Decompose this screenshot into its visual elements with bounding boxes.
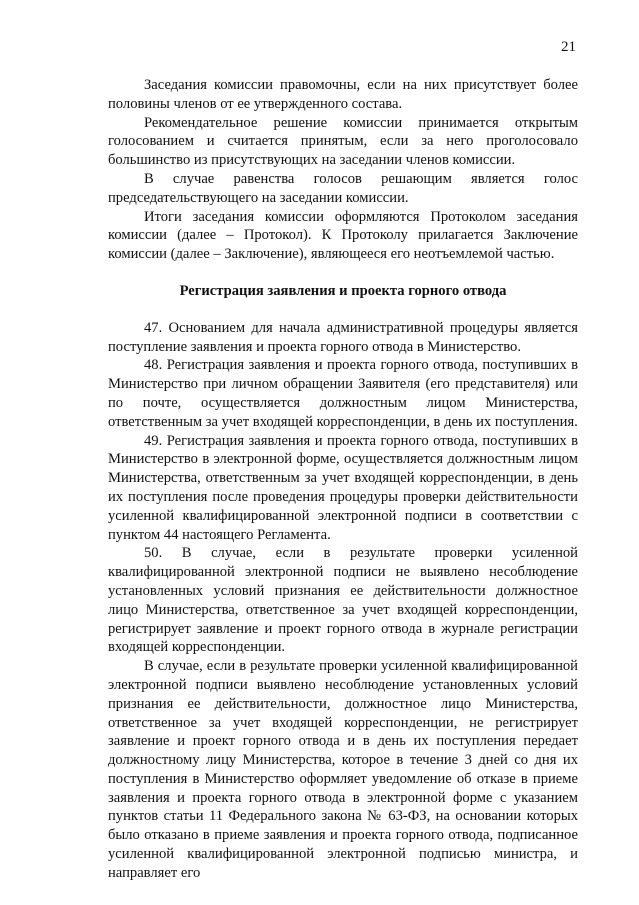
paragraph-49: 49. Регистрация заявления и проекта горного отвода, поступивших в Министерство в электронной форме, осуществляется должностным лицом Министерства, ответственным за учет входящей корреспонденции, в день их поступления после проведения процедуры проверки действительности усиленной квалифицированной электронной подписи в соответствии с пунктом 44 настоящего Регламента.	[108, 432, 578, 543]
paragraph-quorum: Заседания комиссии правомочны, если на них присутствует более половины членов от ее утвержденного состава.	[108, 77, 578, 112]
section-heading: Регистрация заявления и проекта горного отвода	[179, 282, 507, 299]
paragraph-50: 50. В случае, если в результате проверки усиленной квалифицированной электронной подписи не выявлено несоблюдение установленных условий признания ее действительности должностное лицо Министерства, ответственное за учет входящей корреспонденции, регистрирует заявление и проект горного отвода в журнале регистрации входящей корреспонденции.	[108, 545, 578, 656]
page-number: 21	[561, 39, 576, 55]
paragraph-47: 47. Основанием для начала административной процедуры является поступление заявления и проекта горного отвода в Министерство.	[108, 319, 578, 355]
paragraph-tie-vote: В случае равенства голосов решающим является голос председательствующего на заседании комиссии.	[108, 170, 578, 206]
document-body	[108, 76, 578, 883]
paragraph-protocol: Итоги заседания комиссии оформляются Протоколом заседания комиссии (далее – Протокол). К Протоколу прилагается Заключение комиссии (далее – Заключение), являющееся его неотъемлемой частью.	[108, 208, 578, 263]
paragraph-recommendation-vote: Рекомендательное решение комиссии принимается открытым голосованием и считается принятым, если за него проголосовало большинство из присутствующих на заседании членов комиссии.	[108, 114, 578, 169]
paragraph-48: 48. Регистрация заявления и проекта горного отвода, поступивших в Министерство при личном обращении Заявителя (его представителя) или по почте, осуществляется должностным лицом Министерства, ответственным за учет входящей корреспонденции, в день их поступления.	[108, 357, 578, 430]
paragraph-50-refusal: В случае, если в результате проверки усиленной квалифицированной электронной подписи выявлено несоблюдение установленных условий признания ее действительности, должностное лицо Министерства, ответственное за учет входящей корреспонденции, не регистрирует заявление и проект горного отвода и в день их поступления передает должностному лицу Министерства, которое в течение 3 дней со дня их поступления в Министерство оформляет уведомление об отказе в приеме заявления и проекта горного отвода в электронной форме с указанием пунктов статьи 11 Федерального закона № 63-ФЗ, на основании которых было отказано в приеме заявления и проекта горного отвода, подписанное усиленной квалифицированной электронной подписью министра, и направляет его	[108, 658, 578, 881]
